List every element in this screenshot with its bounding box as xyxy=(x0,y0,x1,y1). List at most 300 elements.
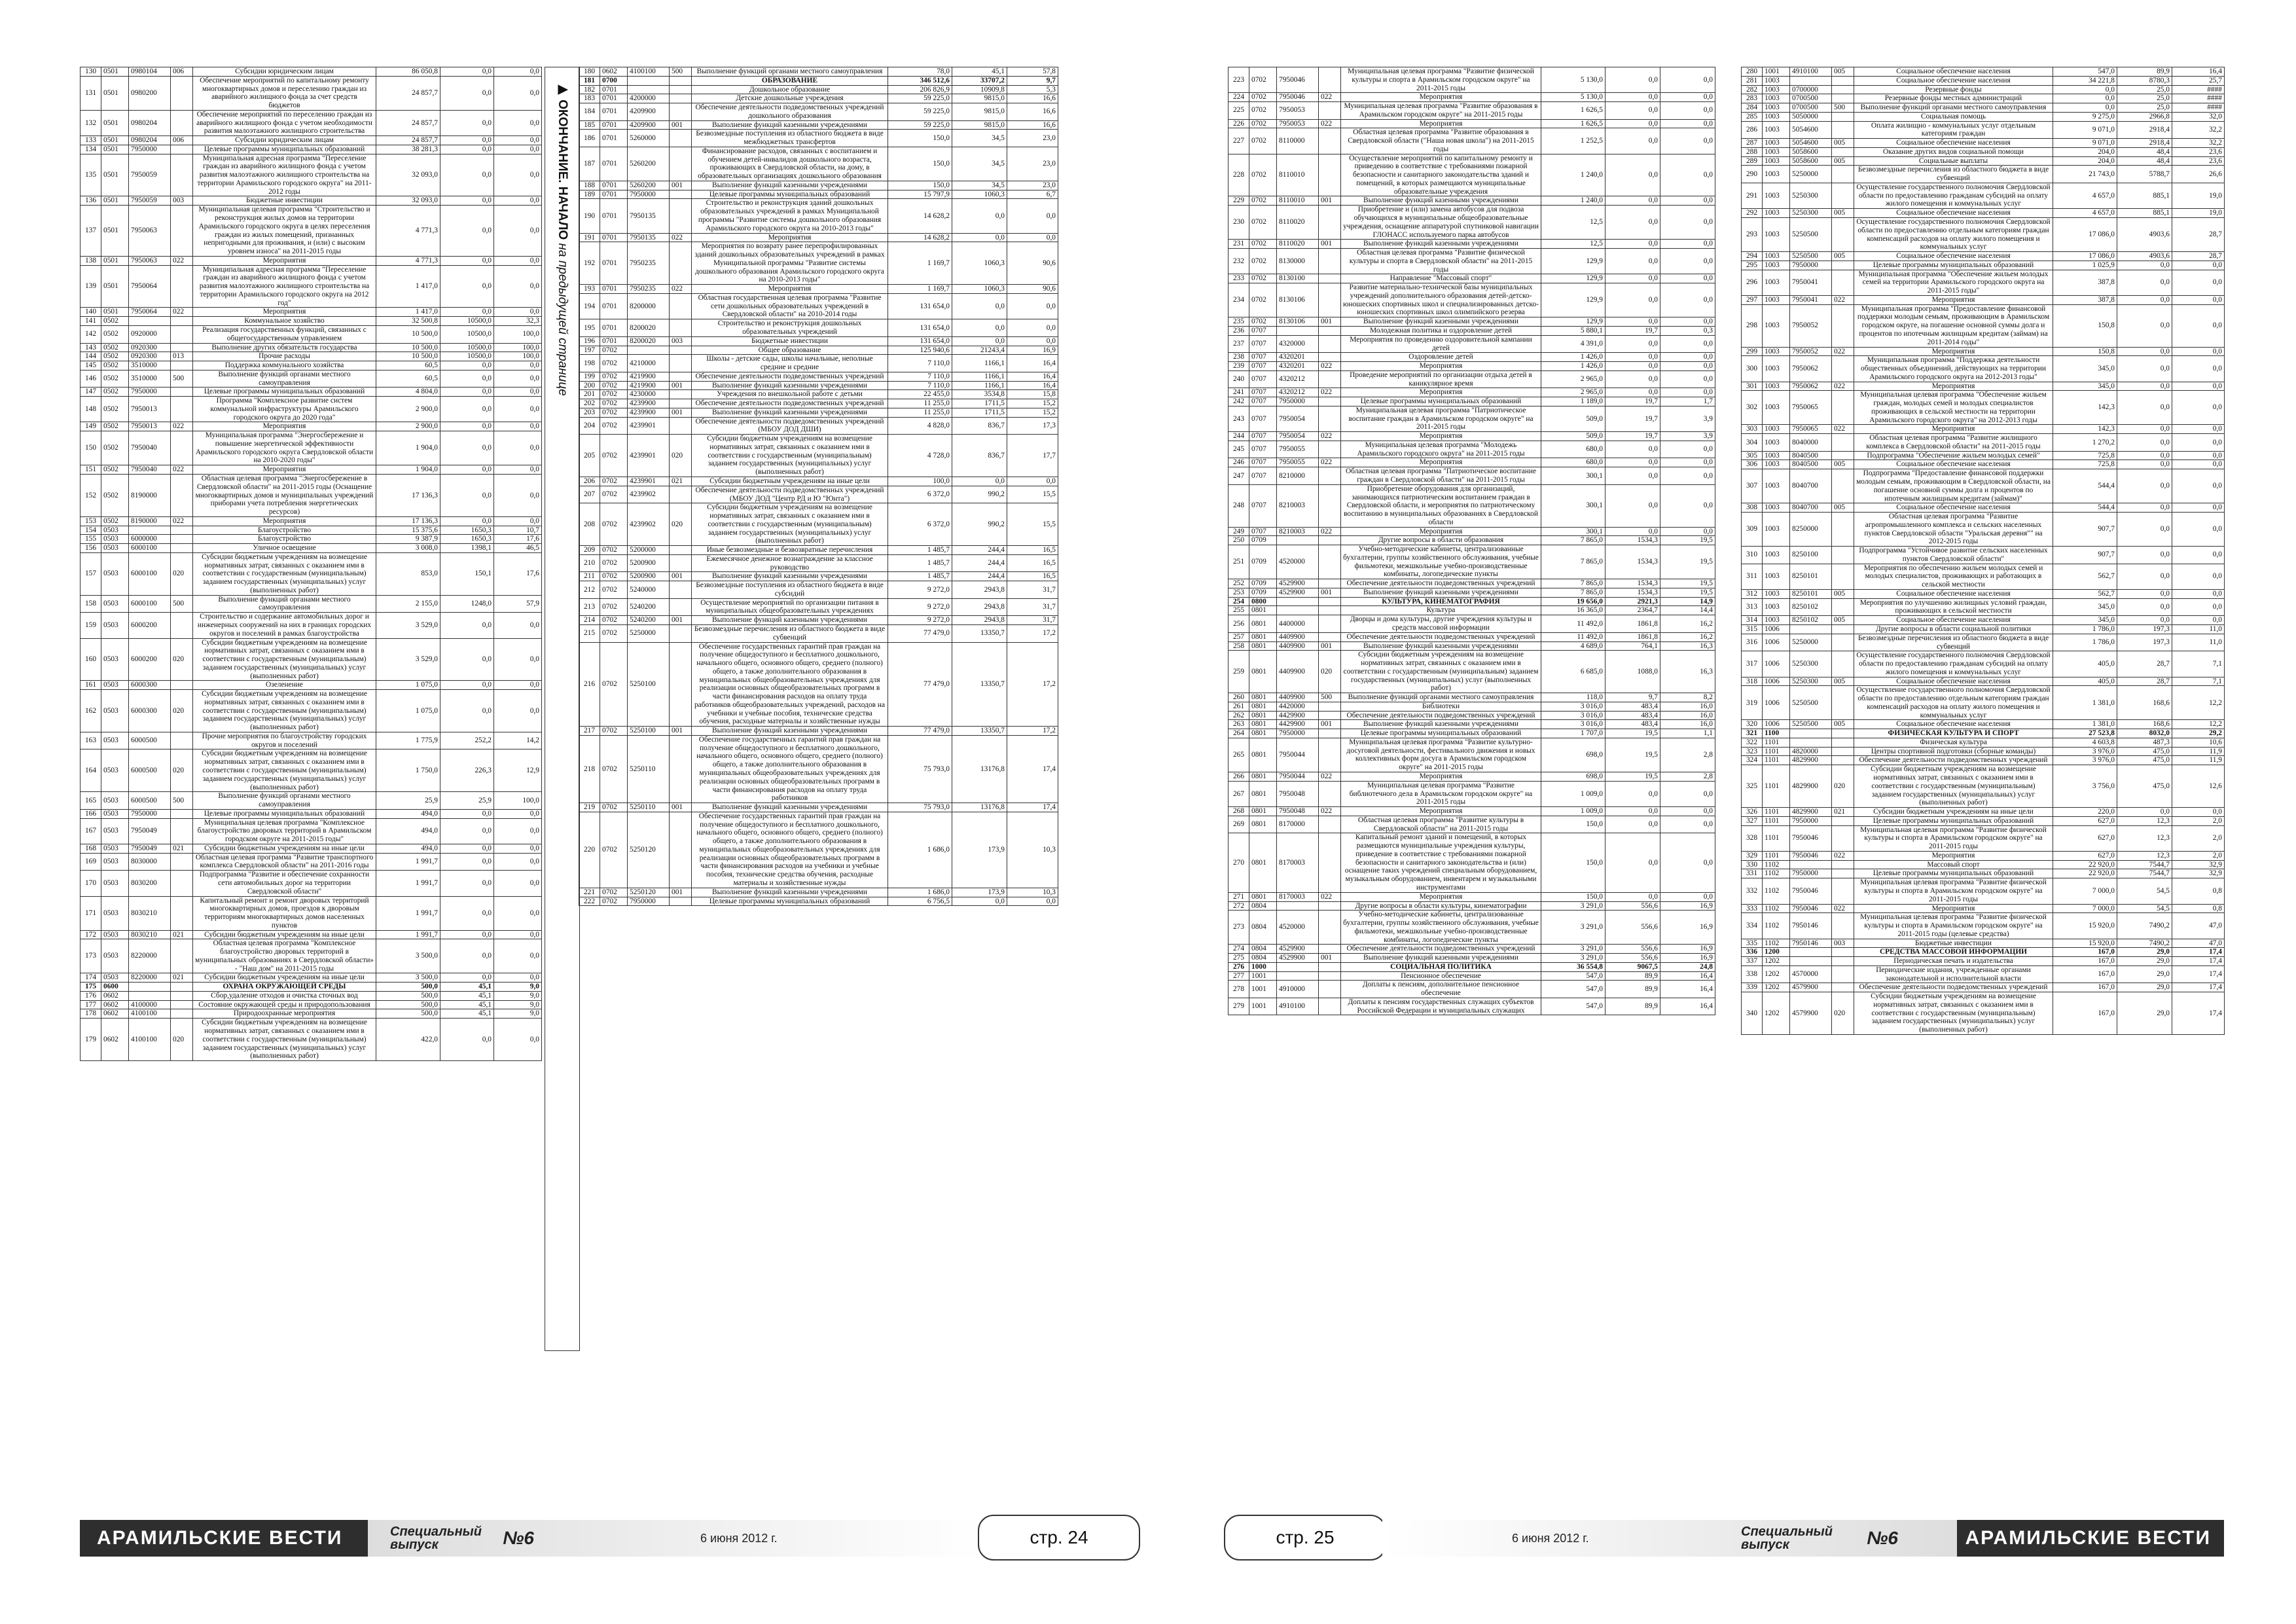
table-cell: 7950000 xyxy=(129,388,171,397)
table-cell: 11,9 xyxy=(2172,756,2225,765)
table-cell: Мероприятия по возврату ранее перепрофилированных зданий дошкольных образовательных учреждений в рамках Муниципальной программы "Развитие системы дошкольного образования Арамильского городского округа на 2010-2013 годы" xyxy=(692,242,888,285)
table-row xyxy=(1229,954,1715,963)
table-row xyxy=(1742,756,2225,765)
table-cell: 4219900 xyxy=(628,372,670,381)
table-cell: 7950046 xyxy=(1790,904,1832,913)
table-cell: 0,0 xyxy=(2117,295,2172,304)
table-cell: 6000100 xyxy=(129,552,171,595)
table-row xyxy=(1229,632,1715,641)
table-cell: 7950146 xyxy=(1790,939,1832,948)
table-cell: Субсидии юридическим лицам xyxy=(193,136,376,145)
table-cell: 252,2 xyxy=(440,732,494,749)
table-cell: 0,0 xyxy=(440,465,494,475)
table-cell: 5250500 xyxy=(1790,686,1832,720)
table-cell: 86 050,8 xyxy=(376,67,440,77)
table-cell: 182 xyxy=(579,85,600,94)
table-cell: Муниципальная целевая программа "Молодежь Арамильского городского округа" на 2011-2015 годы xyxy=(1341,441,1541,458)
table-cell: 296 xyxy=(1742,270,1763,295)
table-cell xyxy=(1790,957,1832,966)
table-cell: 0,0 xyxy=(494,809,542,818)
table-cell: 0,0 xyxy=(1605,362,1660,371)
table-cell: Строительство и реконструкция зданий дошкольных образовательных учреждений в рамках Муниципальной программы "Развитие системы дошкольного образования Арамильского городского округа на 2010-2013 годы" xyxy=(692,199,888,233)
table-cell xyxy=(1832,356,1854,382)
table-cell: 326 xyxy=(1742,808,1763,817)
table-cell: Приобретение оборудования для организаций, занимающихся патриотическим воспитанием граждан в Свердловской области, и мероприятия по патриотическому воспитанию в муниципальных образованиях в Свердловской области xyxy=(1341,484,1541,527)
table-cell xyxy=(1790,948,1832,957)
table-cell xyxy=(1277,971,1319,981)
table-cell: 1060,3 xyxy=(952,190,1007,199)
table-cell: 0,0 xyxy=(440,939,494,973)
table-cell: 19,5 xyxy=(1660,545,1715,579)
table-cell: 0,0 xyxy=(440,361,494,370)
table-row xyxy=(579,181,1058,190)
table-cell: Муниципальная целевая программа "Развитие физической культуры и спорта в Арамильском городском округе" на 2011-2015 годы xyxy=(1854,825,2053,851)
table-cell: 0,0 xyxy=(440,110,494,135)
table-cell: 32,9 xyxy=(2172,869,2225,878)
table-cell: 165 xyxy=(81,792,101,810)
table-cell: 0804 xyxy=(1249,911,1277,945)
table-cell: 0501 xyxy=(101,76,129,110)
table-cell: 100,0 xyxy=(494,352,542,361)
special-issue-label-right: Специальный выпуск xyxy=(1741,1525,1833,1552)
table-cell: 150,8 xyxy=(2053,347,2117,356)
table-cell: 0,0 xyxy=(1660,206,1715,240)
table-cell: 022 xyxy=(1319,93,1341,102)
table-cell xyxy=(670,293,692,319)
table-cell: Целевые программы муниципальных образований xyxy=(692,897,888,906)
table-cell: 1003 xyxy=(1763,564,1790,589)
table-cell: Доплаты к пенсиям, дополнительное пенсионное обеспечение xyxy=(1341,981,1541,998)
table-cell: 022 xyxy=(171,422,193,431)
table-cell xyxy=(670,103,692,121)
table-cell xyxy=(1319,729,1341,738)
table-cell xyxy=(1832,957,1854,966)
table-row xyxy=(1742,965,2225,983)
table-cell: 1003 xyxy=(1763,304,1790,347)
table-cell: 1003 xyxy=(1763,139,1790,148)
table-cell: 148 xyxy=(81,397,101,422)
table-row xyxy=(81,930,542,939)
table-cell: 231 xyxy=(1229,240,1249,249)
table-cell: Областная целевая программа "Комплексное благоустройство дворовых территорий в муниципальных образованиях в Свердловской области» - "Наш дом" на 2011-2015 годы xyxy=(193,939,376,973)
table-cell: 5058600 xyxy=(1790,147,1832,156)
table-cell: Поддержка коммунального хозяйства xyxy=(193,361,376,370)
table-cell: 89,9 xyxy=(1605,998,1660,1015)
table-cell: 7950135 xyxy=(628,233,670,242)
table-row xyxy=(1229,711,1715,720)
table-cell: 6 685,0 xyxy=(1541,651,1605,693)
table-cell: 0700000 xyxy=(1790,85,1832,94)
table-cell xyxy=(670,897,692,906)
table-cell xyxy=(1790,860,1832,869)
table-cell: Выполнение функций органами местного самоуправления xyxy=(1854,103,2053,113)
table-cell: 32,3 xyxy=(494,317,542,326)
table-cell: 245 xyxy=(1229,441,1249,458)
table-cell: 4 771,3 xyxy=(376,256,440,265)
table-row xyxy=(81,397,542,422)
page-number-right-text: стр. 25 xyxy=(1276,1527,1335,1547)
table-cell: 7 865,0 xyxy=(1541,588,1605,597)
table-cell: Выполнение функций органами местного самоуправления xyxy=(193,792,376,810)
table-row xyxy=(81,325,542,343)
table-row xyxy=(1229,154,1715,196)
table-cell: 0,0 xyxy=(2172,295,2225,304)
table-cell: Выполнение функций органами местного самоуправления xyxy=(692,67,888,77)
table-cell: 0707 xyxy=(1249,362,1277,371)
table-cell: 0,0 xyxy=(2117,547,2172,564)
table-cell: 129,9 xyxy=(1541,274,1605,283)
table-cell: 7950044 xyxy=(1277,738,1319,772)
table-cell: ФИЗИЧЕСКАЯ КУЛЬТУРА И СПОРТ xyxy=(1854,729,2053,738)
page-number-right xyxy=(1224,1515,1386,1561)
table-cell: Обеспечение государственных гарантий прав граждан на получение общедоступного и бесплатного дошкольного, начального общего, основного общего, среднего (полного) общего, а также дополнительного образования в муниципальных общеобразовательных учреждениях для реализации основных общеобразовательных программ в части финансирования расходов на оплату труда работников общеобразовательных учреждений, расходов на учебники и учебные пособия, технические средства обучения, расходные материалы и хозяйственные нужды xyxy=(692,642,888,727)
table-cell xyxy=(1319,833,1341,892)
table-cell: 1102 xyxy=(1763,878,1790,904)
table-cell: 10909,8 xyxy=(952,85,1007,94)
table-cell: 0502 xyxy=(101,465,129,475)
table-cell: 7950000 xyxy=(1790,816,1832,825)
table-cell: 4239900 xyxy=(628,399,670,408)
table-cell: 1 991,7 xyxy=(376,896,440,930)
table-cell: 021 xyxy=(171,844,193,853)
table-cell: 500 xyxy=(1832,103,1854,113)
table-cell: 0,0 xyxy=(1007,477,1058,486)
table-cell: 29,0 xyxy=(2117,992,2172,1035)
table-cell: Социальное обеспечение населения xyxy=(1854,67,2053,77)
table-cell: 021 xyxy=(171,973,193,983)
table-cell: 4529900 xyxy=(1277,579,1319,588)
table-row xyxy=(81,154,542,196)
table-cell: 1003 xyxy=(1763,451,1790,460)
table-cell: 131 xyxy=(81,76,101,110)
table-cell: 0503 xyxy=(101,939,129,973)
table-cell: 2966,8 xyxy=(2117,112,2172,121)
table-cell: 0,0 xyxy=(1605,441,1660,458)
table-cell xyxy=(1319,484,1341,527)
table-cell: 0801 xyxy=(1249,702,1277,711)
table-row xyxy=(81,1009,542,1019)
table-cell: 005 xyxy=(1832,720,1854,729)
table-cell: 698,0 xyxy=(1541,738,1605,772)
table-row xyxy=(1229,579,1715,588)
table-cell: 28,7 xyxy=(2172,252,2225,261)
table-cell xyxy=(670,417,692,435)
table-cell: 1003 xyxy=(1763,209,1790,218)
table-cell: 129,9 xyxy=(1541,283,1605,317)
table-cell: Выполнение функций казенными учреждениями xyxy=(692,803,888,812)
table-cell: 11 492,0 xyxy=(1541,632,1605,641)
table-cell: 4209900 xyxy=(628,103,670,121)
table-row xyxy=(1229,93,1715,102)
table-cell: 14,4 xyxy=(1660,606,1715,615)
table-cell: 0,0 xyxy=(1605,816,1660,833)
table-cell: 0702 xyxy=(600,435,628,477)
table-cell xyxy=(670,486,692,503)
table-cell: 285 xyxy=(1742,112,1763,121)
table-cell: 0501 xyxy=(101,206,129,257)
table-cell xyxy=(670,399,692,408)
table-cell: Муниципальная целевая программа "Развитие культурно-досуговой деятельности, фестивального движения и новых коллективных форм досуга в Арамильском городском округе" на 2011-2015 годы xyxy=(1341,738,1541,772)
table-cell: Социальное обеспечение населения xyxy=(1854,460,2053,469)
table-cell: Мероприятия xyxy=(1341,458,1541,467)
table-cell: 0,0 xyxy=(2172,382,2225,391)
table-cell: 0,0 xyxy=(2172,564,2225,589)
table-cell xyxy=(1319,738,1341,772)
table-row xyxy=(81,76,542,110)
table-cell: 0702 xyxy=(1249,249,1277,274)
table-cell: 0,0 xyxy=(952,199,1007,233)
table-cell: 16,6 xyxy=(1007,103,1058,121)
table-cell: Выполнение функций казенными учреждениями xyxy=(1341,588,1541,597)
table-cell: 0,0 xyxy=(440,256,494,265)
table-cell xyxy=(1832,261,1854,270)
table-cell: Мероприятия xyxy=(1854,851,2053,860)
table-cell: Осуществление государственного полномочия Свердловской области по предоставлению отдельным категориям граждан компенсаций расходов на оплату жилого помещения и коммунальных услуг xyxy=(1854,218,2053,252)
table-cell: 0602 xyxy=(101,1019,129,1061)
table-cell: 0801 xyxy=(1249,651,1277,693)
table-cell: Центры спортивной подготовки (сборные команды) xyxy=(1854,747,2053,756)
table-cell: 4820000 xyxy=(1790,747,1832,756)
table-cell: 8250000 xyxy=(1790,513,1832,547)
table-cell: 0503 xyxy=(101,792,129,810)
table-cell: 160 xyxy=(81,638,101,681)
table-cell: Выполнение функций казенными учреждениями xyxy=(692,181,888,190)
table-cell: 6000100 xyxy=(129,544,171,553)
table-cell: 3 756,0 xyxy=(2053,765,2117,808)
table-row xyxy=(1742,765,2225,808)
table-cell xyxy=(670,355,692,372)
table-cell: 7950013 xyxy=(129,397,171,422)
table-cell: Областная государственная целевая программа "Развитие сети дошкольных образовательных учреждений в Свердловской области" на 2010-2014 годы xyxy=(692,293,888,319)
table-cell: 15,2 xyxy=(1007,399,1058,408)
table-cell: 14,9 xyxy=(1660,597,1715,606)
table-row xyxy=(1742,261,2225,270)
table-cell: 0702 xyxy=(600,346,628,355)
table-cell: 77 479,0 xyxy=(888,625,952,643)
table-cell: 680,0 xyxy=(1541,441,1605,458)
table-cell: 15,8 xyxy=(1007,390,1058,399)
table-cell: Субсидии бюджетным учреждениям на иные цели xyxy=(1854,808,2053,817)
table-cell: 10500,0 xyxy=(440,352,494,361)
table-cell: 32 093,0 xyxy=(376,196,440,206)
table-cell: 16,9 xyxy=(1660,945,1715,954)
table-cell: 16,4 xyxy=(1007,355,1058,372)
table-cell xyxy=(1319,283,1341,317)
table-cell: 001 xyxy=(1319,240,1341,249)
table-cell: 1,1 xyxy=(1660,729,1715,738)
table-cell: 0,0 xyxy=(440,388,494,397)
table-cell: 1534,3 xyxy=(1605,588,1660,597)
table-cell xyxy=(1832,391,1854,425)
table-row xyxy=(1229,901,1715,911)
table-cell: Безвозмездные поступления из областного бюджета в виде субсидий xyxy=(692,581,888,599)
table-cell: 32,9 xyxy=(2172,860,2225,869)
table-cell: 544,4 xyxy=(2053,503,2117,513)
table-cell: 89,9 xyxy=(2117,67,2172,77)
table-cell xyxy=(670,812,692,888)
table-cell: 627,0 xyxy=(2053,825,2117,851)
table-cell: 1003 xyxy=(1763,382,1790,391)
table-cell: Обеспечение деятельности подведомственных учреждений xyxy=(1854,756,2053,765)
table-cell: 0801 xyxy=(1249,711,1277,720)
table-cell: 487,3 xyxy=(2117,738,2172,747)
table-cell: 17,4 xyxy=(2172,948,2225,957)
table-cell: 135 xyxy=(81,154,101,196)
table-cell: Мероприятия xyxy=(1341,807,1541,816)
table-cell: 500,0 xyxy=(376,1009,440,1019)
table-cell: Доплаты к пенсиям государственных служащих субъектов Российской Федерации и муниципальных служащих xyxy=(1341,998,1541,1015)
table-cell: 3 008,0 xyxy=(376,544,440,553)
table-cell: 0,0 xyxy=(1660,240,1715,249)
table-cell: 764,1 xyxy=(1605,641,1660,651)
table-row xyxy=(1742,983,2225,992)
table-cell: 7 000,0 xyxy=(2053,904,2117,913)
table-cell: 167,0 xyxy=(2053,965,2117,983)
table-row xyxy=(579,581,1058,599)
table-cell: Целевые программы муниципальных образований xyxy=(1341,397,1541,406)
table-cell: 0801 xyxy=(1249,720,1277,729)
table-cell: 307 xyxy=(1742,469,1763,503)
table-cell: 5240200 xyxy=(628,598,670,616)
table-cell: 292 xyxy=(1742,209,1763,218)
table-cell: 0503 xyxy=(101,613,129,638)
table-cell: 19,5 xyxy=(1660,536,1715,545)
table-cell: 233 xyxy=(1229,274,1249,283)
table-cell: 006 xyxy=(171,67,193,77)
table-cell: 5788,7 xyxy=(2117,166,2172,183)
table-cell: 001 xyxy=(670,572,692,581)
table-cell: 3,9 xyxy=(1660,406,1715,431)
table-cell xyxy=(670,372,692,381)
table-cell: 0801 xyxy=(1249,892,1277,901)
table-cell xyxy=(1319,901,1341,911)
table-cell xyxy=(1832,469,1854,503)
table-cell: 161 xyxy=(81,681,101,690)
table-cell: 0,0 xyxy=(2053,85,2117,94)
table-cell: 203 xyxy=(579,408,600,417)
table-cell: Физическая культура xyxy=(1854,738,2053,747)
table-cell: Выполнение функций органами местного самоуправления xyxy=(193,370,376,388)
table-cell: 208 xyxy=(579,503,600,546)
table-cell: 7950235 xyxy=(628,242,670,285)
table-cell: 9 272,0 xyxy=(888,598,952,616)
table-cell: 001 xyxy=(1319,317,1341,327)
table-cell: 1003 xyxy=(1763,261,1790,270)
table-cell: 483,4 xyxy=(1605,702,1660,711)
table-cell: 0702 xyxy=(600,399,628,408)
table-cell: Молодежная политика и оздоровление детей xyxy=(1341,326,1541,335)
table-cell: Обеспечение государственных гарантий прав граждан на получение общедоступного и бесплатного дошкольного, начального общего, основного общего, среднего (полного) общего, а также дополнительного образования в муниципальных общеобразовательных учреждениях для реализации основных общеобразовательных программ в части финансирования расходов на учебники и учебные пособия, технические средства обучения, расходные материалы и хозяйственные нужды xyxy=(692,812,888,888)
table-cell: Финансирование расходов, связанных с воспитанием и обучением детей-инвалидов дошкольного возраста, проживающих в Свердловской области, на дому, в образовательных организациях дошкольного образования xyxy=(692,147,888,181)
table-cell xyxy=(171,871,193,896)
table-cell: Общее образование xyxy=(692,346,888,355)
table-row xyxy=(1742,270,2225,295)
table-cell: Выполнение функций казенными учреждениями xyxy=(692,616,888,625)
table-cell xyxy=(1277,536,1319,545)
table-cell: 0502 xyxy=(101,325,129,343)
table-cell: Благоустройство xyxy=(193,535,376,544)
table-cell: 77 479,0 xyxy=(888,727,952,736)
table-cell: 300,1 xyxy=(1541,527,1605,536)
table-cell: 0,0 xyxy=(1660,892,1715,901)
table-cell: 8040500 xyxy=(1790,451,1832,460)
table-cell: ОХРАНА ОКРУЖАЮЩЕЙ СРЕДЫ xyxy=(193,983,376,992)
table-cell: 0801 xyxy=(1249,772,1277,782)
table-cell: 0,0 xyxy=(1605,93,1660,102)
table-cell: 0,0 xyxy=(1660,833,1715,892)
table-cell: 0707 xyxy=(1249,353,1277,362)
table-cell: 8040000 xyxy=(1790,434,1832,452)
table-cell: Оздоровление детей xyxy=(1341,353,1541,362)
table-cell: 005 xyxy=(1832,139,1854,148)
table-cell xyxy=(670,346,692,355)
table-cell: 0503 xyxy=(101,896,129,930)
table-cell: 0707 xyxy=(1249,527,1277,536)
table-row xyxy=(579,285,1058,294)
table-cell: 7950046 xyxy=(1790,825,1832,851)
table-cell: 17,4 xyxy=(2172,965,2225,983)
table-cell: Выполнение функций казенными учреждениями xyxy=(692,120,888,130)
table-cell: 11 492,0 xyxy=(1541,615,1605,633)
table-cell: 001 xyxy=(1319,196,1341,206)
table-cell: 19,7 xyxy=(1605,397,1660,406)
table-cell: 005 xyxy=(1832,677,1854,686)
table-cell: 60,5 xyxy=(376,361,440,370)
table-cell: 022 xyxy=(1319,527,1341,536)
table-cell: 4579900 xyxy=(1790,992,1832,1035)
table-cell: Обеспечение деятельности подведомственных учреждений (МБОУ ДОД "Центр РД и Ю "Юнта") xyxy=(692,486,888,503)
table-cell: 4 804,0 xyxy=(376,388,440,397)
table-cell: 0501 xyxy=(101,196,129,206)
table-cell: 31,7 xyxy=(1007,616,1058,625)
table-cell: 0702 xyxy=(1249,317,1277,327)
table-cell: 0600 xyxy=(101,983,129,992)
table-cell: 7950000 xyxy=(628,190,670,199)
table-cell: 7950041 xyxy=(1790,295,1832,304)
table-cell xyxy=(171,613,193,638)
table-cell: Муниципальная целевая программа "Развитие образования в Арамильском городском округе" на 2011-2015 годы xyxy=(1341,102,1541,120)
table-row xyxy=(1742,634,2225,651)
table-cell: 0702 xyxy=(1249,196,1277,206)
table-cell: 4579900 xyxy=(1790,983,1832,992)
table-cell: 547,0 xyxy=(2053,67,2117,77)
table-row xyxy=(81,474,542,516)
table-cell: 171 xyxy=(81,896,101,930)
table-cell: Мероприятия по обеспечению жильем молодых семей и молодых специалистов, проживающих и работающих в сельской местности xyxy=(1854,564,2053,589)
table-cell: Прочие расходы xyxy=(193,352,376,361)
table-cell: 0702 xyxy=(600,581,628,599)
table-cell: 19,5 xyxy=(1605,738,1660,772)
table-cell: 0701 xyxy=(600,181,628,190)
table-cell: 78,0 xyxy=(888,67,952,77)
table-cell: 1102 xyxy=(1763,869,1790,878)
table-cell: 173,9 xyxy=(952,888,1007,897)
table-row xyxy=(1229,128,1715,154)
table-cell: 333 xyxy=(1742,904,1763,913)
table-cell: 022 xyxy=(171,256,193,265)
table-cell: 4320201 xyxy=(1277,362,1319,371)
table-cell: 1861,8 xyxy=(1605,615,1660,633)
table-cell: 294 xyxy=(1742,252,1763,261)
table-cell: 0,0 xyxy=(952,233,1007,242)
table-cell: 164 xyxy=(81,749,101,792)
table-cell: 100,0 xyxy=(494,792,542,810)
table-cell: 1 270,2 xyxy=(2053,434,2117,452)
table-cell: Осуществление мероприятий по организации питания в муниципальных общеобразовательных учреждениях xyxy=(692,598,888,616)
table-cell: 4 689,0 xyxy=(1541,641,1605,651)
table-cell xyxy=(1832,747,1854,756)
table-cell: 500 xyxy=(171,595,193,613)
